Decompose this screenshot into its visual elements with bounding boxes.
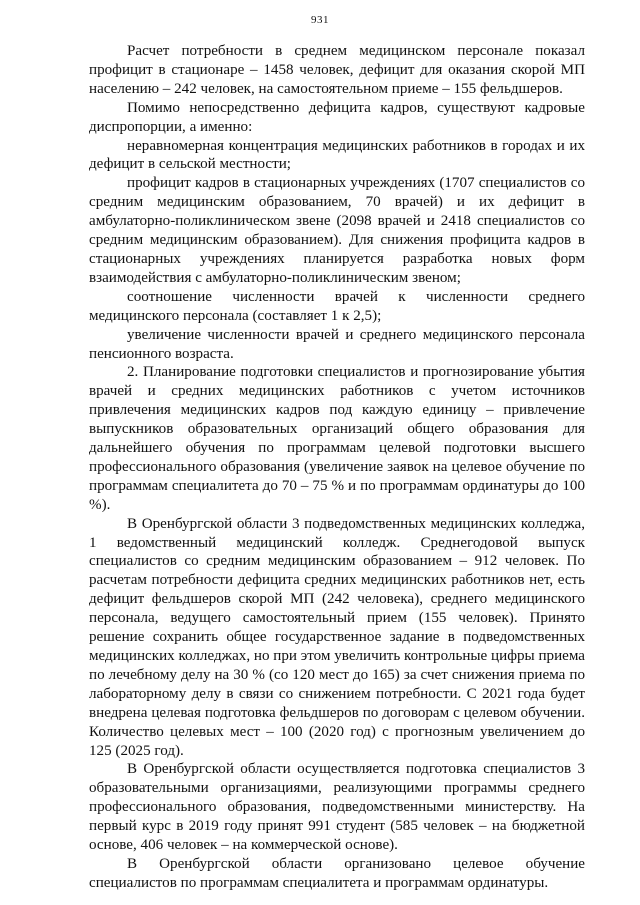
document-body: [89, 42, 585, 893]
paragraph-retirement-age: увеличение численности врачей и среднего медицинского персонала пенсионного возраста.: [89, 326, 585, 362]
paragraph-staff-ratio: соотношение численности врачей к численности среднего медицинского персонала (составляет 1 к 2,5);: [89, 288, 585, 324]
paragraph-staff-calculation: Расчет потребности в среднем медицинском персонале показал профицит в стационаре – 1458 человек, дефицит для оказания скорой МП населению – 242 человек, на самостоятельном приеме – 155 фельдшеров.: [89, 43, 585, 97]
paragraph-training-planning: 2. Планирование подготовки специалистов и прогнозирование убытия врачей и средних медицинских работников с учетом источников привлечения медицинских кадров под каждую единицу – привлечение выпускников образовательных организаций общего образования для дальнейшего обучения по программам целевой подготовки высшего профессионального образования (увеличение заявок на целевое обучение по программам специалитета до 70 – 75 % и по программам ординатуры до 100 %).: [89, 364, 585, 513]
paragraph-targeted-training: В Оренбургской области организовано целевое обучение специалистов по программам специалитета и программам ординатуры.: [89, 855, 585, 891]
paragraph-uneven-concentration: неравномерная концентрация медицинских работников в городах и их дефицит в сельской местности;: [89, 137, 585, 173]
paragraph-orenburg-colleges: В Оренбургской области 3 подведомственных медицинских колледжа, 1 ведомственный медицинский колледж. Среднегодовой выпуск специалистов со средним медицинским образованием – 912 человек. По расчетам потребности дефицита средних медицинских работников нет, есть дефицит фельдшеров скорой МП (242 человека), среднего медицинского персонала, ведущего самостоятельный прием (155 человек). Принято решение сохранить общее государственное задание в подведомственных медицинских колледжах, но при этом увеличить контрольные цифры приема по лечебному делу на 30 % (со 120 мест до 165) за счет снижения приема по лабораторному делу в связи со снижением потребности. С 2021 года будет внедрена целевая подготовка фельдшеров по договорам с целевом обучении. Количество целевых мест – 100 (2020 год) с прогнозным увеличением до 125 (2025 год).: [89, 515, 585, 759]
paragraph-vocational-training: В Оренбургской области осуществляется подготовка специалистов 3 образовательными организациями, реализующими программы среднего профессионального образования, подведомственными министерству. На первый курс в 2019 году принят 991 студент (585 человек – на бюджетной основе, 406 человек – на коммерческой основе).: [89, 761, 585, 854]
paragraph-disproportions-intro: Помимо непосредственно дефицита кадров, существуют кадровые диспропорции, а именно:: [89, 99, 585, 135]
paragraph-staff-surplus: профицит кадров в стационарных учреждениях (1707 специалистов со средним медицинским образованием, 70 врачей) и их дефицит в амбулаторно-поликлиническом звене (2098 врачей и 2418 специалистов со средним медицинским образованием). Для снижения профицита кадров в стационарных учреждениях планируется разработка новых форм взаимодействия с амбулаторно-поликлиническим звеном;: [89, 175, 585, 286]
page-number: 931: [311, 14, 329, 26]
